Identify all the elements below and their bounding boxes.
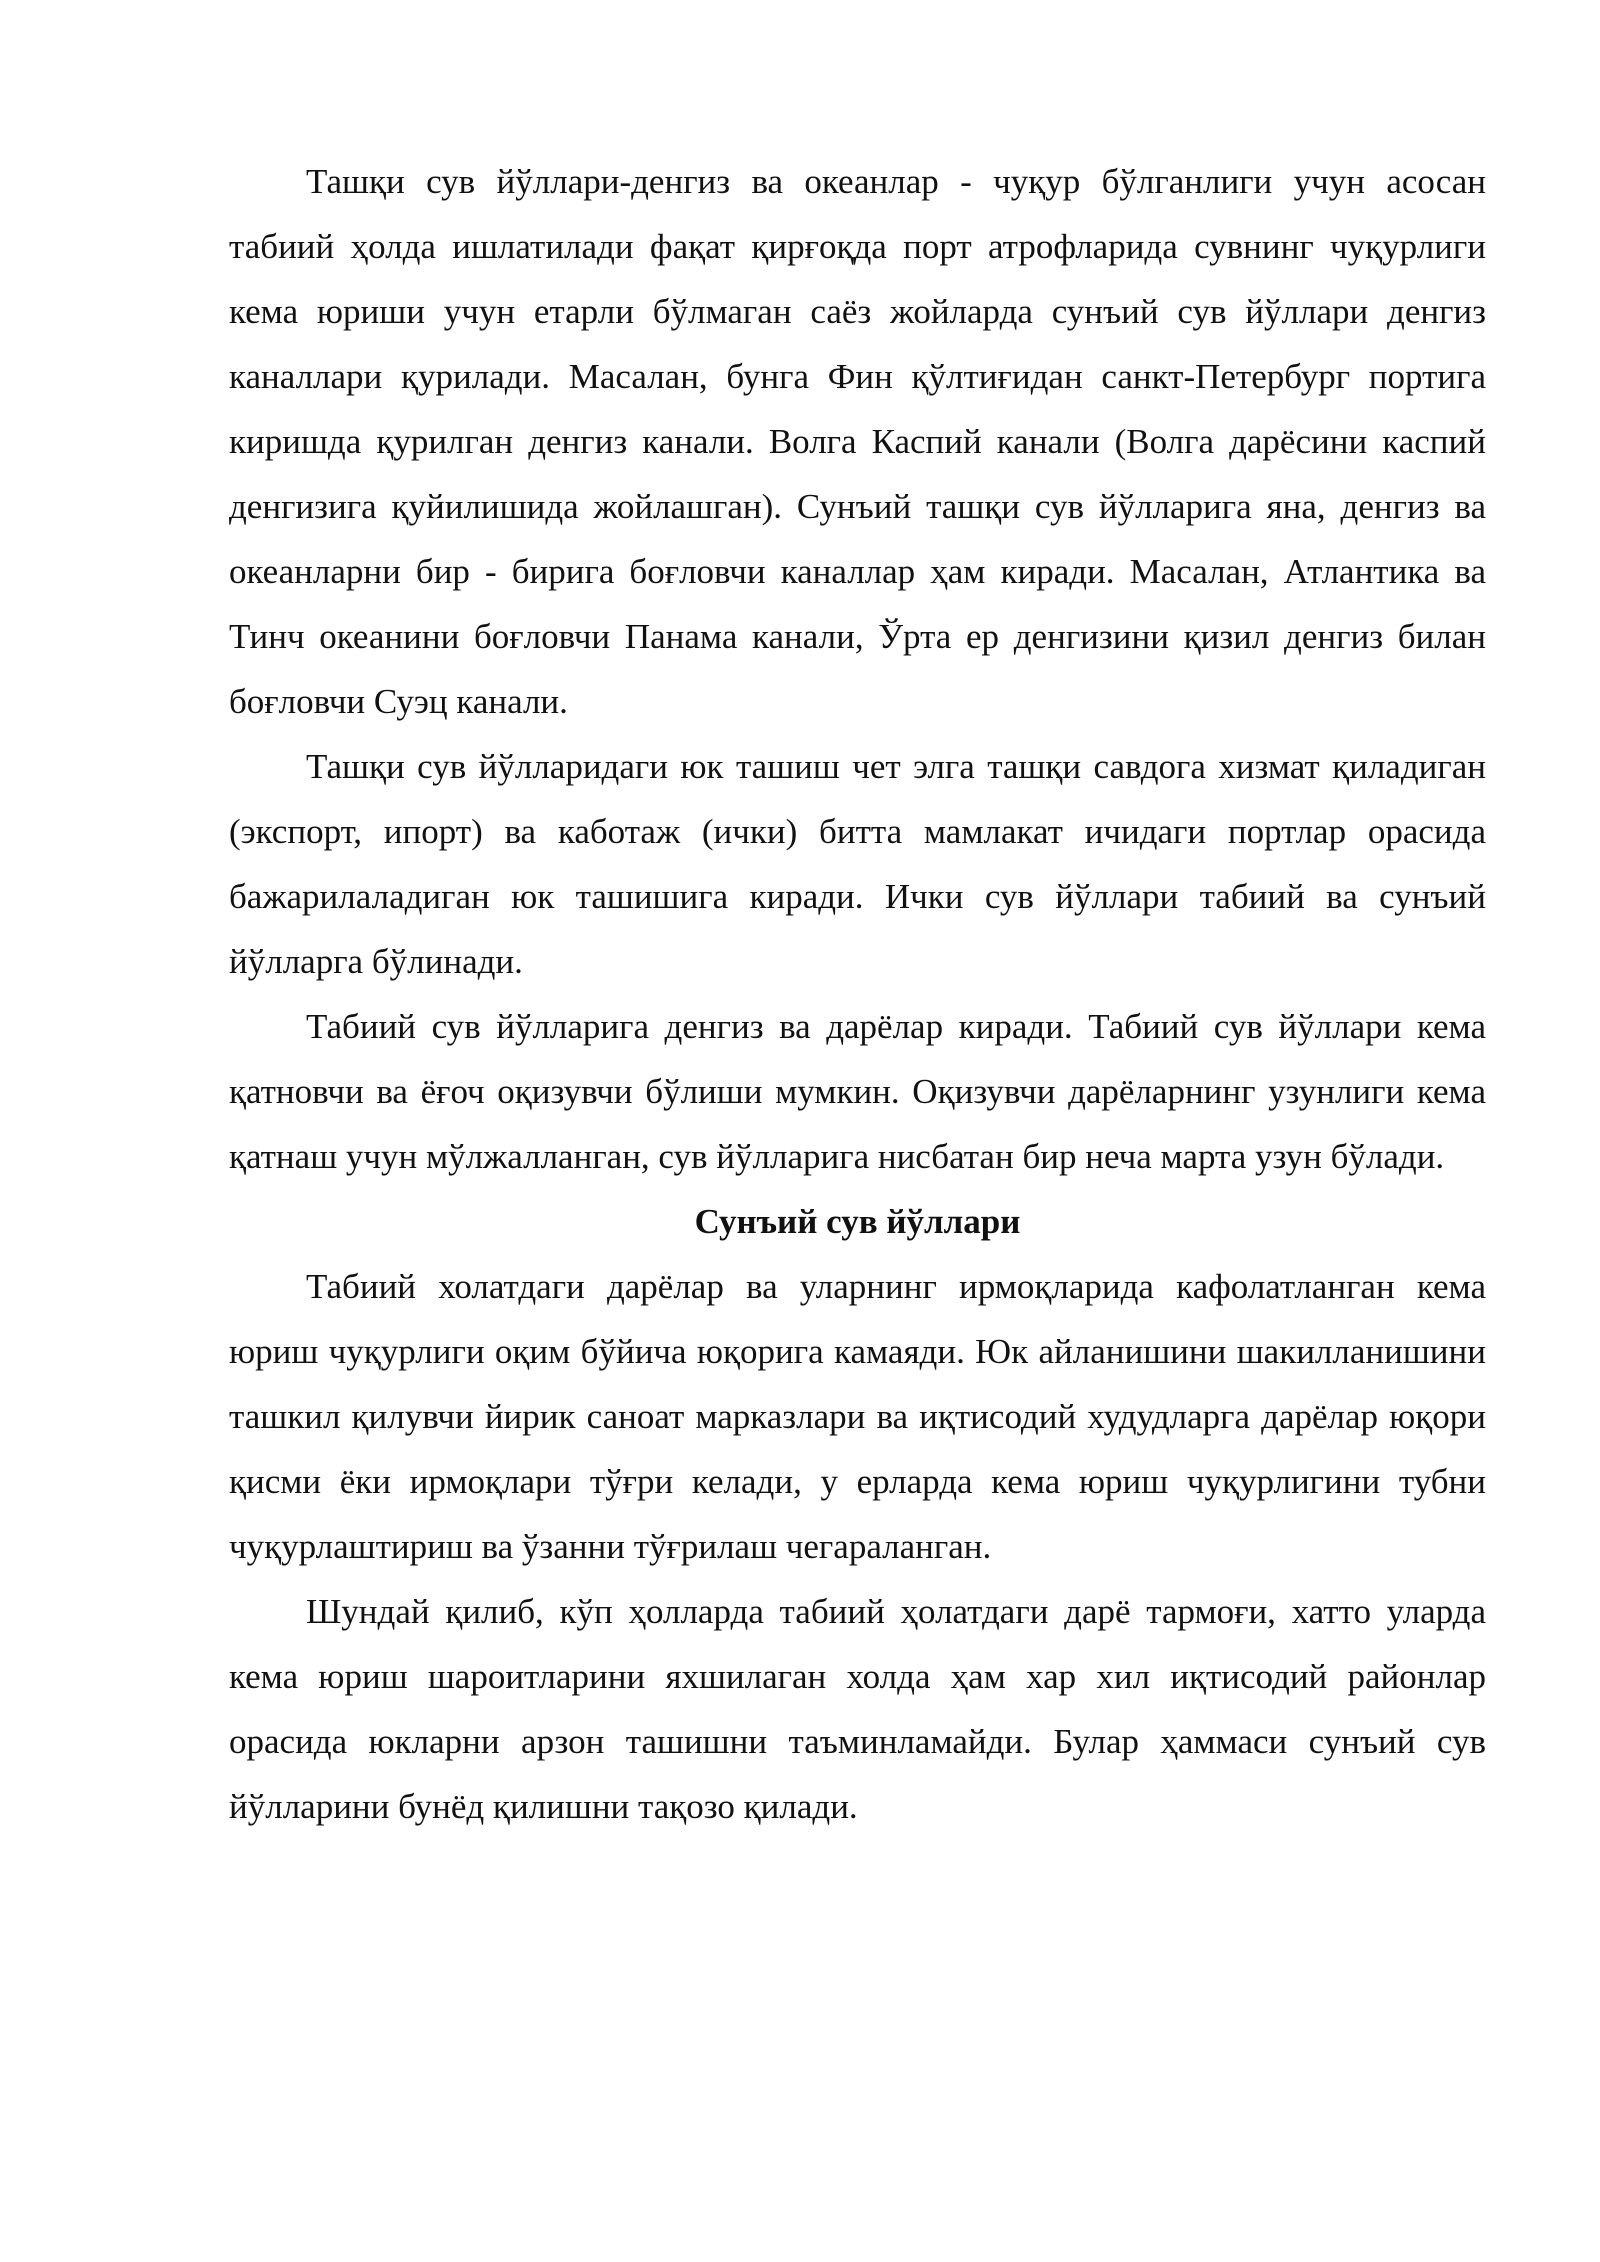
document-body xyxy=(229,149,1486,1839)
paragraph-conclusion: Шундай қилиб, кўп ҳолларда табиий ҳолатдаги дарё тармоғи, хатто уларда кема юриш шароитларини яхшилаган холда ҳам хар хил иқтисодий районлар орасида юкларни арзон ташишни таъминламайди. Булар ҳаммаси сунъий сув йўлларини бунёд қилишни тақозо қилади. xyxy=(229,1592,1486,1826)
section-heading: Сунъий сув йўллари xyxy=(694,1202,1021,1241)
paragraph-cargo-transport: Ташқи сув йўлларидаги юк ташиш чет элга ташқи савдога хизмат қиладиган (экспорт, ипорт) ва каботаж (ички) битта мамлакат ичидаги портлар орасида бажарилаладиган юк ташишига киради. Ички сув йўллари табиий ва сунъий йўлларга бўлинади. xyxy=(229,747,1486,981)
paragraph-natural-waterways: Табиий сув йўлларига денгиз ва дарёлар киради. Табиий сув йўллари кема қатновчи ва ёғоч оқизувчи бўлиши мумкин. Оқизувчи дарёларнинг узунлиги кема қатнаш учун мўлжалланган, сув йўлларига нисбатан бир неча марта узун бўлади. xyxy=(229,1007,1486,1176)
paragraph-natural-rivers: Табиий холатдаги дарёлар ва уларнинг ирмоқларида кафолатланган кема юриш чуқурлиги оқим бўйича юқорига камаяди. Юк айланишини шакилланишини ташкил қилувчи йирик саноат марказлари ва иқтисодий худудларга дарёлар юқори қисми ёки ирмоқлари тўғри келади, у ерларда кема юриш чуқурлигини тубни чуқурлаштириш ва ўзанни тўғрилаш чегараланган. xyxy=(229,1267,1486,1566)
paragraph-outer-waterways: Ташқи сув йўллари-денгиз ва океанлар - чуқур бўлганлиги учун асосан табиий ҳолда ишлатилади фақат қирғоқда порт атрофларида сувнинг чуқурлиги кема юриши учун етарли бўлмаган саёз жойларда сунъий сув йўллари денгиз каналлари қурилади. Масалан, бунга Фин қўлтиғидан санкт-Петербург портига киришда қурилган денгиз канали. Волга Каспий канали (Волга дарёсини каспий денгизига қуйилишида жойлашган). Сунъий ташқи сув йўлларига яна, денгиз ва океанларни бир - бирига боғловчи каналлар ҳам киради. Масалан, Атлантика ва Тинч океанини боғловчи Панама канали, Ўрта ер денгизини қизил денгиз билан боғловчи Суэц канали. xyxy=(229,162,1486,721)
